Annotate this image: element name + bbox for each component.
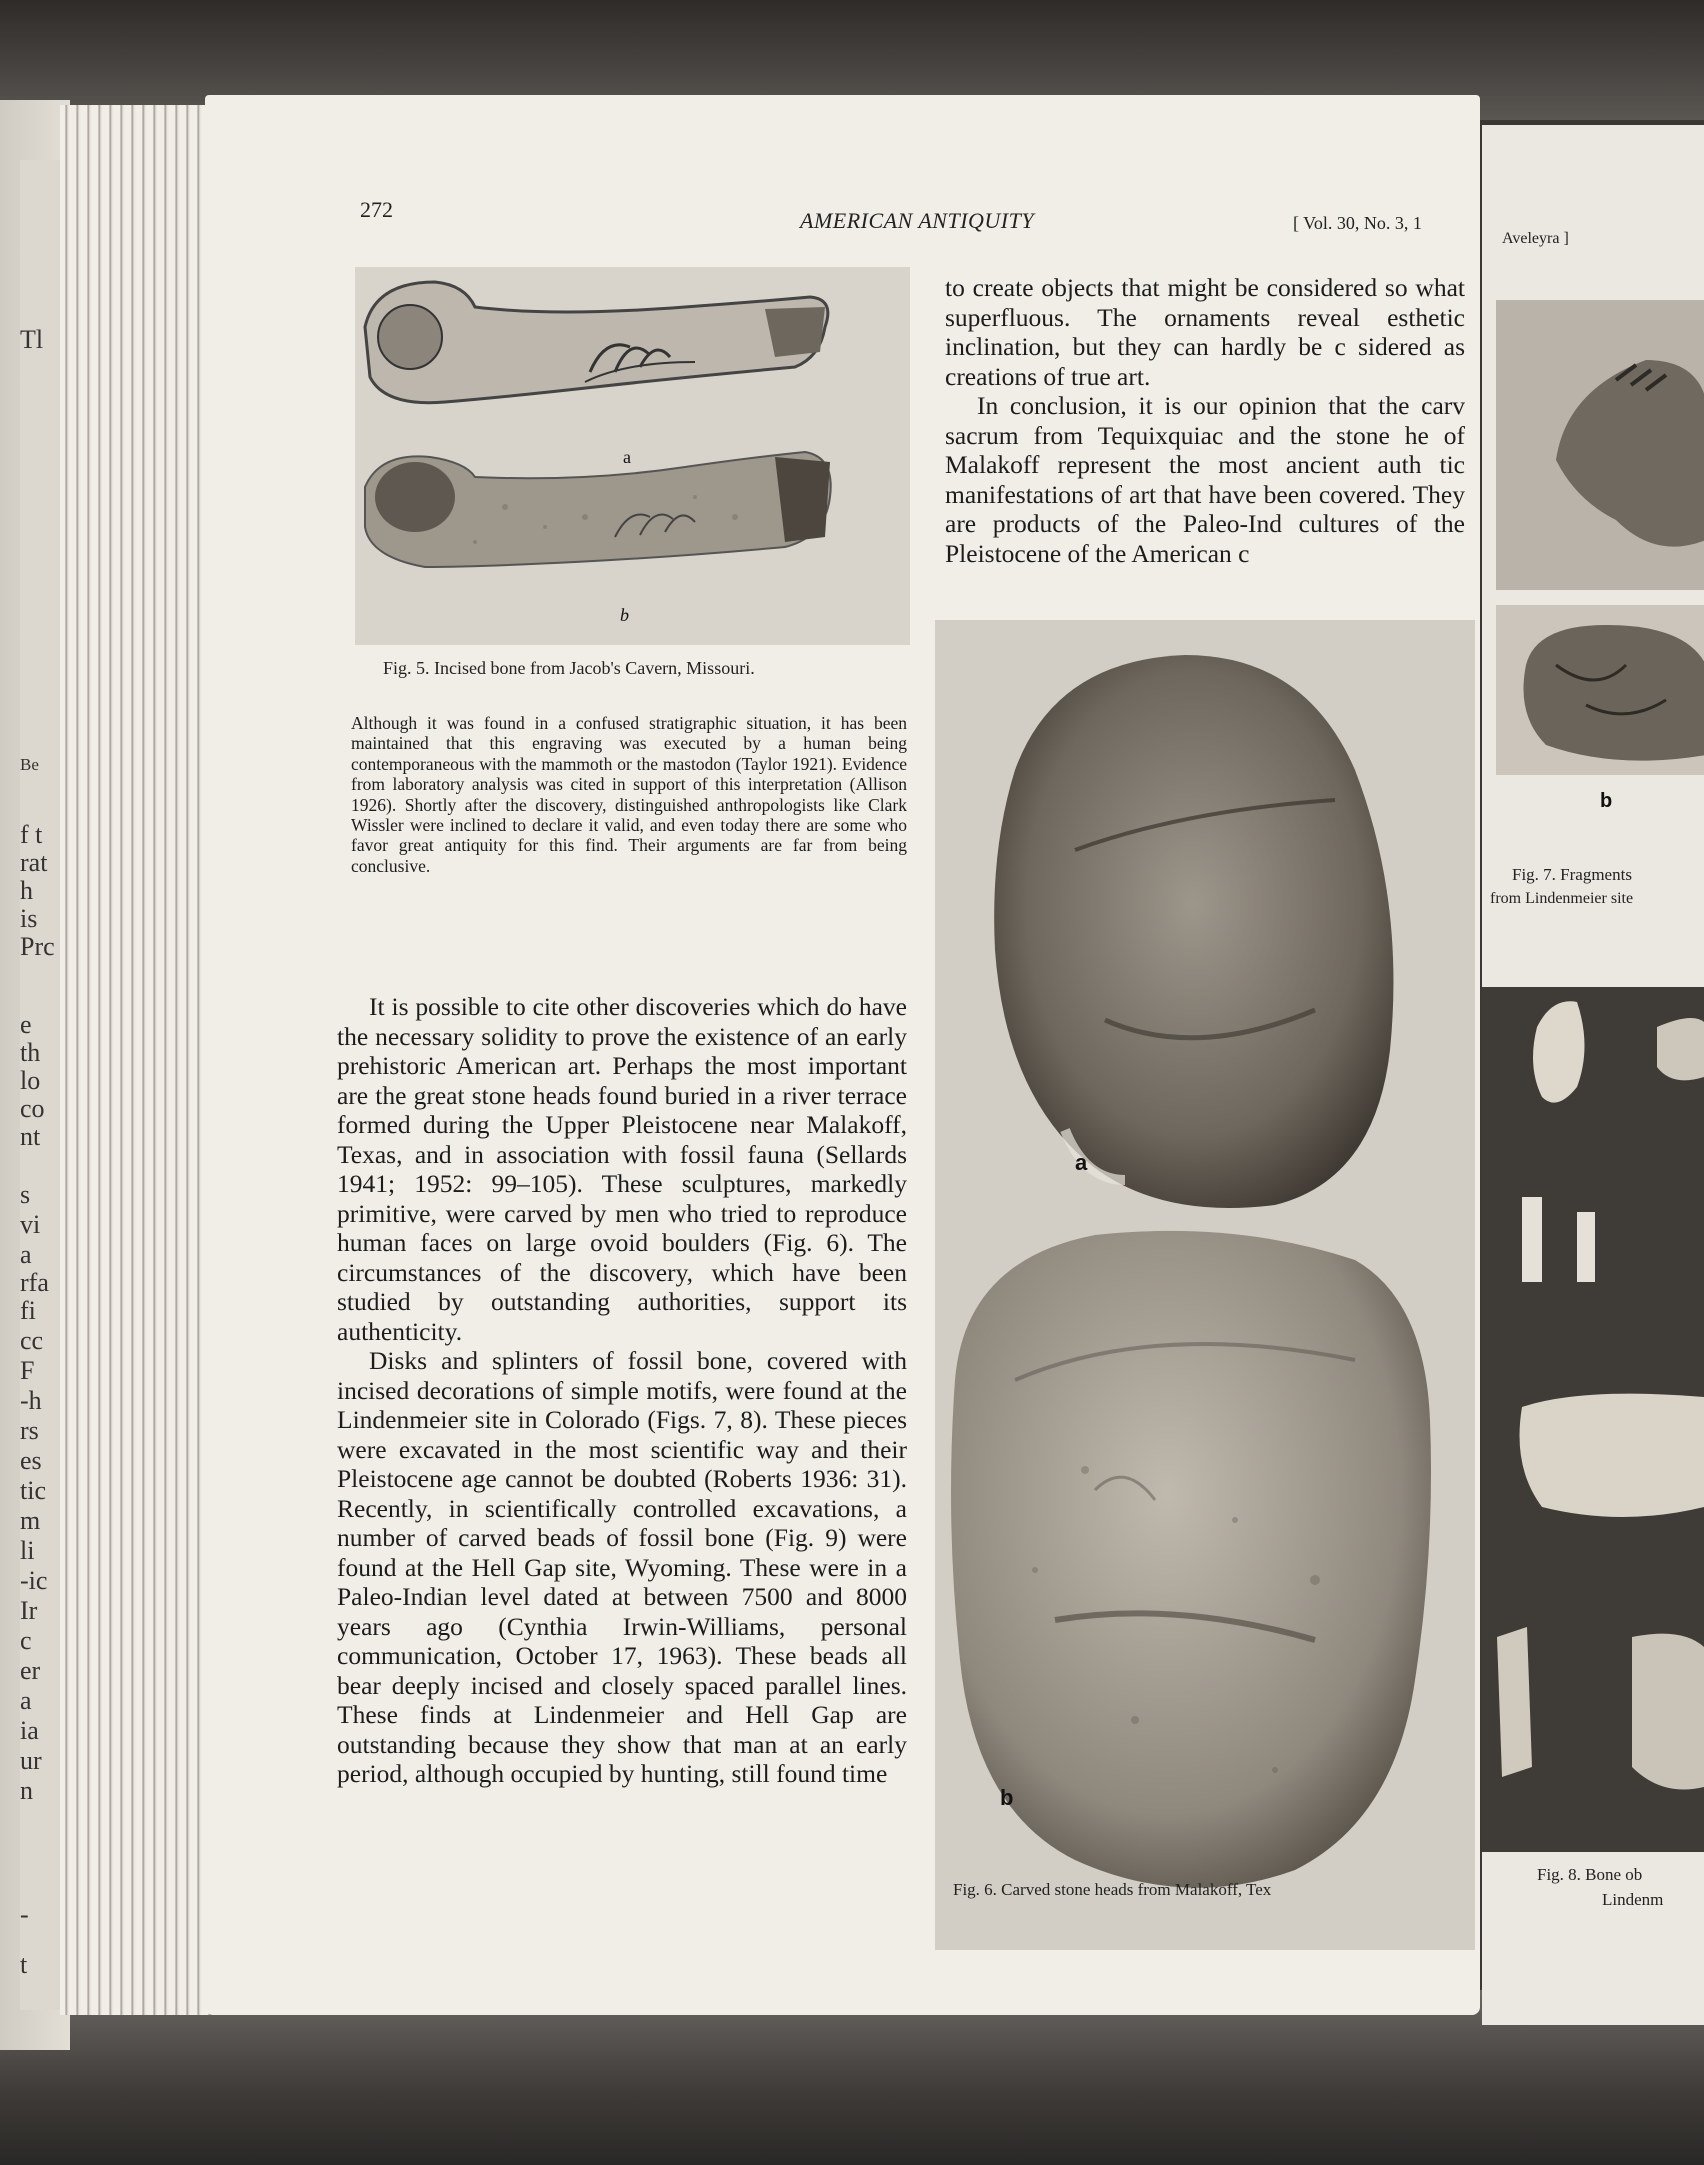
- figure-6-image: [935, 620, 1475, 1950]
- volume-header: [ Vol. 30, No. 3, 1: [1293, 213, 1422, 233]
- prev-page-text: cc: [20, 1326, 44, 1355]
- figure-7-image-a: [1496, 300, 1704, 590]
- prev-page-text: Be: [20, 755, 39, 774]
- prev-page-text: -h: [20, 1386, 42, 1415]
- prev-page-text: m: [20, 1506, 41, 1535]
- figure-8-caption-line2: Lindenm: [1602, 1890, 1664, 1909]
- prev-page-text: a: [20, 1686, 32, 1715]
- bone-fragment-photo: [1496, 605, 1704, 775]
- figure-5-image: [355, 267, 910, 645]
- prev-page-text: Prc: [20, 932, 55, 961]
- prev-page-text: rfa: [20, 1268, 49, 1297]
- prev-page-text: er: [20, 1656, 41, 1685]
- prev-page-text: ur: [20, 1746, 42, 1775]
- prev-page-text: Tl: [20, 325, 44, 354]
- incised-bone-illustration: [355, 267, 910, 645]
- prev-page-text: nt: [20, 1122, 41, 1151]
- prev-page-text: rs: [20, 1416, 39, 1445]
- bone-fragment-photo: [1496, 300, 1704, 590]
- right-column-paragraph-1: to create objects that might be considered so what superfluous. The ornaments reveal esthetic inclination, but they can hardly be c sidered as creations of true art.: [945, 273, 1465, 391]
- prev-page-text: e: [20, 1010, 32, 1039]
- figure-7-label-b: b: [1600, 790, 1613, 812]
- prev-page-text: is: [20, 904, 38, 933]
- figure-5-caption: Fig. 5. Incised bone from Jacob's Cavern, Missouri.: [383, 658, 755, 678]
- prev-page-text: c: [20, 1626, 32, 1655]
- prev-page-text: co: [20, 1094, 45, 1123]
- paragraph-1: It is possible to cite other discoveries which do have the necessary solidity to prove the existence of an early prehistoric American art. Perhaps the most important are the great stone heads found buried in a river terrace formed during the Upper Pleistocene near Malakoff, Texas, and in association with fossil fauna (Sellards 1941; 1952: 99–105). These sculptures, markedly primitive, were carved by men who tried to reproduce human faces on large ovoid boulders (Fig. 6). The circumstances of the discovery, which have been studied by outstanding authorities, support its authenticity.: [337, 992, 907, 1346]
- prev-page-text: s: [20, 1180, 31, 1209]
- prev-page-text: t: [20, 1950, 28, 1979]
- figure-8-image: [1482, 987, 1704, 1852]
- prev-page-text: f t: [20, 820, 43, 849]
- prev-page-text: -: [20, 1900, 29, 1929]
- right-column-paragraph-2: In conclusion, it is our opinion that the carv sacrum from Tequixquiac and the stone he of Malakoff represent the most ancient auth tic manifestations of art that have been covered. They are products of the Paleo-Ind cultures of the Pleistocene of the American c: [945, 391, 1465, 568]
- prev-page-text: es: [20, 1446, 42, 1475]
- figure-5-label-a: a: [623, 447, 631, 467]
- prev-page-text: vi: [20, 1210, 41, 1239]
- page-edges: [60, 105, 210, 2015]
- prev-page-text: F: [20, 1356, 35, 1385]
- prev-page-text: a: [20, 1240, 32, 1269]
- small-paragraph: Although it was found in a confused stratigraphic situation, it has been maintained that this engraving was executed by a human being contemporaneous with the mammoth or the mastodon (Taylor 1921). Evidence from laboratory analysis was cited in support of this interpretation (Allison 1926). Shortly after the discovery, distinguished anthropologists like Clark Wissler were inclined to declare it valid, and even today there are some who favor great antiquity for this find. Their arguments are far from being conclusive.: [351, 713, 907, 876]
- figure-6-label-b: b: [1000, 1785, 1014, 1810]
- background-bottom: [0, 1990, 1704, 2165]
- bone-objects-photo: [1482, 987, 1704, 1852]
- figure-8-caption-line1: Fig. 8. Bone ob: [1537, 1865, 1643, 1884]
- facing-page-header: Aveleyra ]: [1502, 230, 1569, 247]
- prev-page-text: rat: [20, 848, 48, 877]
- figure-5-label-b: b: [620, 605, 629, 625]
- book-page: [205, 95, 1480, 2015]
- paragraph-2: Disks and splinters of fossil bone, covered with incised decorations of simple motifs, were found at the Lindenmeier site in Colorado (Figs. 7, 8). These pieces were excavated in the most scientific way and their Pleistocene age cannot be doubted (Roberts 1936: 31). Recently, in scientifically controlled excavations, a number of carved beads of fossil bone (Fig. 9) were found at the Hell Gap site, Wyoming. These were in a Paleo-Indian level dated at between 7500 and 8000 years ago (Cynthia Irwin-Williams, personal communication, October 17, 1963). These beads all bear deeply incised and closely spaced parallel lines. These finds at Lindenmeier and Hell Gap are outstanding because they show that man at an early period, although occupied by hunting, still found time: [337, 1346, 907, 1788]
- figure-7-image-b: [1496, 605, 1704, 775]
- facing-page: [1482, 125, 1704, 2025]
- prev-page-text: li: [20, 1536, 35, 1565]
- left-column-text: [337, 992, 907, 1789]
- prev-page-text: -ic: [20, 1566, 48, 1595]
- running-header: AMERICAN ANTIQUITY: [800, 208, 1035, 233]
- figure-6-caption: Fig. 6. Carved stone heads from Malakoff, Tex: [953, 1880, 1272, 1899]
- prev-page-text: n: [20, 1776, 33, 1805]
- prev-page-text: tic: [20, 1476, 46, 1505]
- prev-page-text: h: [20, 876, 33, 905]
- prev-page-text: ia: [20, 1716, 39, 1745]
- prev-page-text: lo: [20, 1066, 41, 1095]
- right-column-text: [945, 273, 1465, 568]
- figure-6-label-a: a: [1075, 1150, 1088, 1175]
- prev-page-text: th: [20, 1038, 41, 1067]
- carved-stone-heads-photo: [935, 620, 1475, 1950]
- figure-7-caption-line2: from Lindenmeier site: [1490, 890, 1634, 907]
- page-number: 272: [360, 197, 393, 222]
- prev-page-text: Ir: [20, 1596, 38, 1625]
- figure-7-caption-line1: Fig. 7. Fragments: [1512, 865, 1632, 884]
- prev-page-text: fi: [20, 1296, 36, 1325]
